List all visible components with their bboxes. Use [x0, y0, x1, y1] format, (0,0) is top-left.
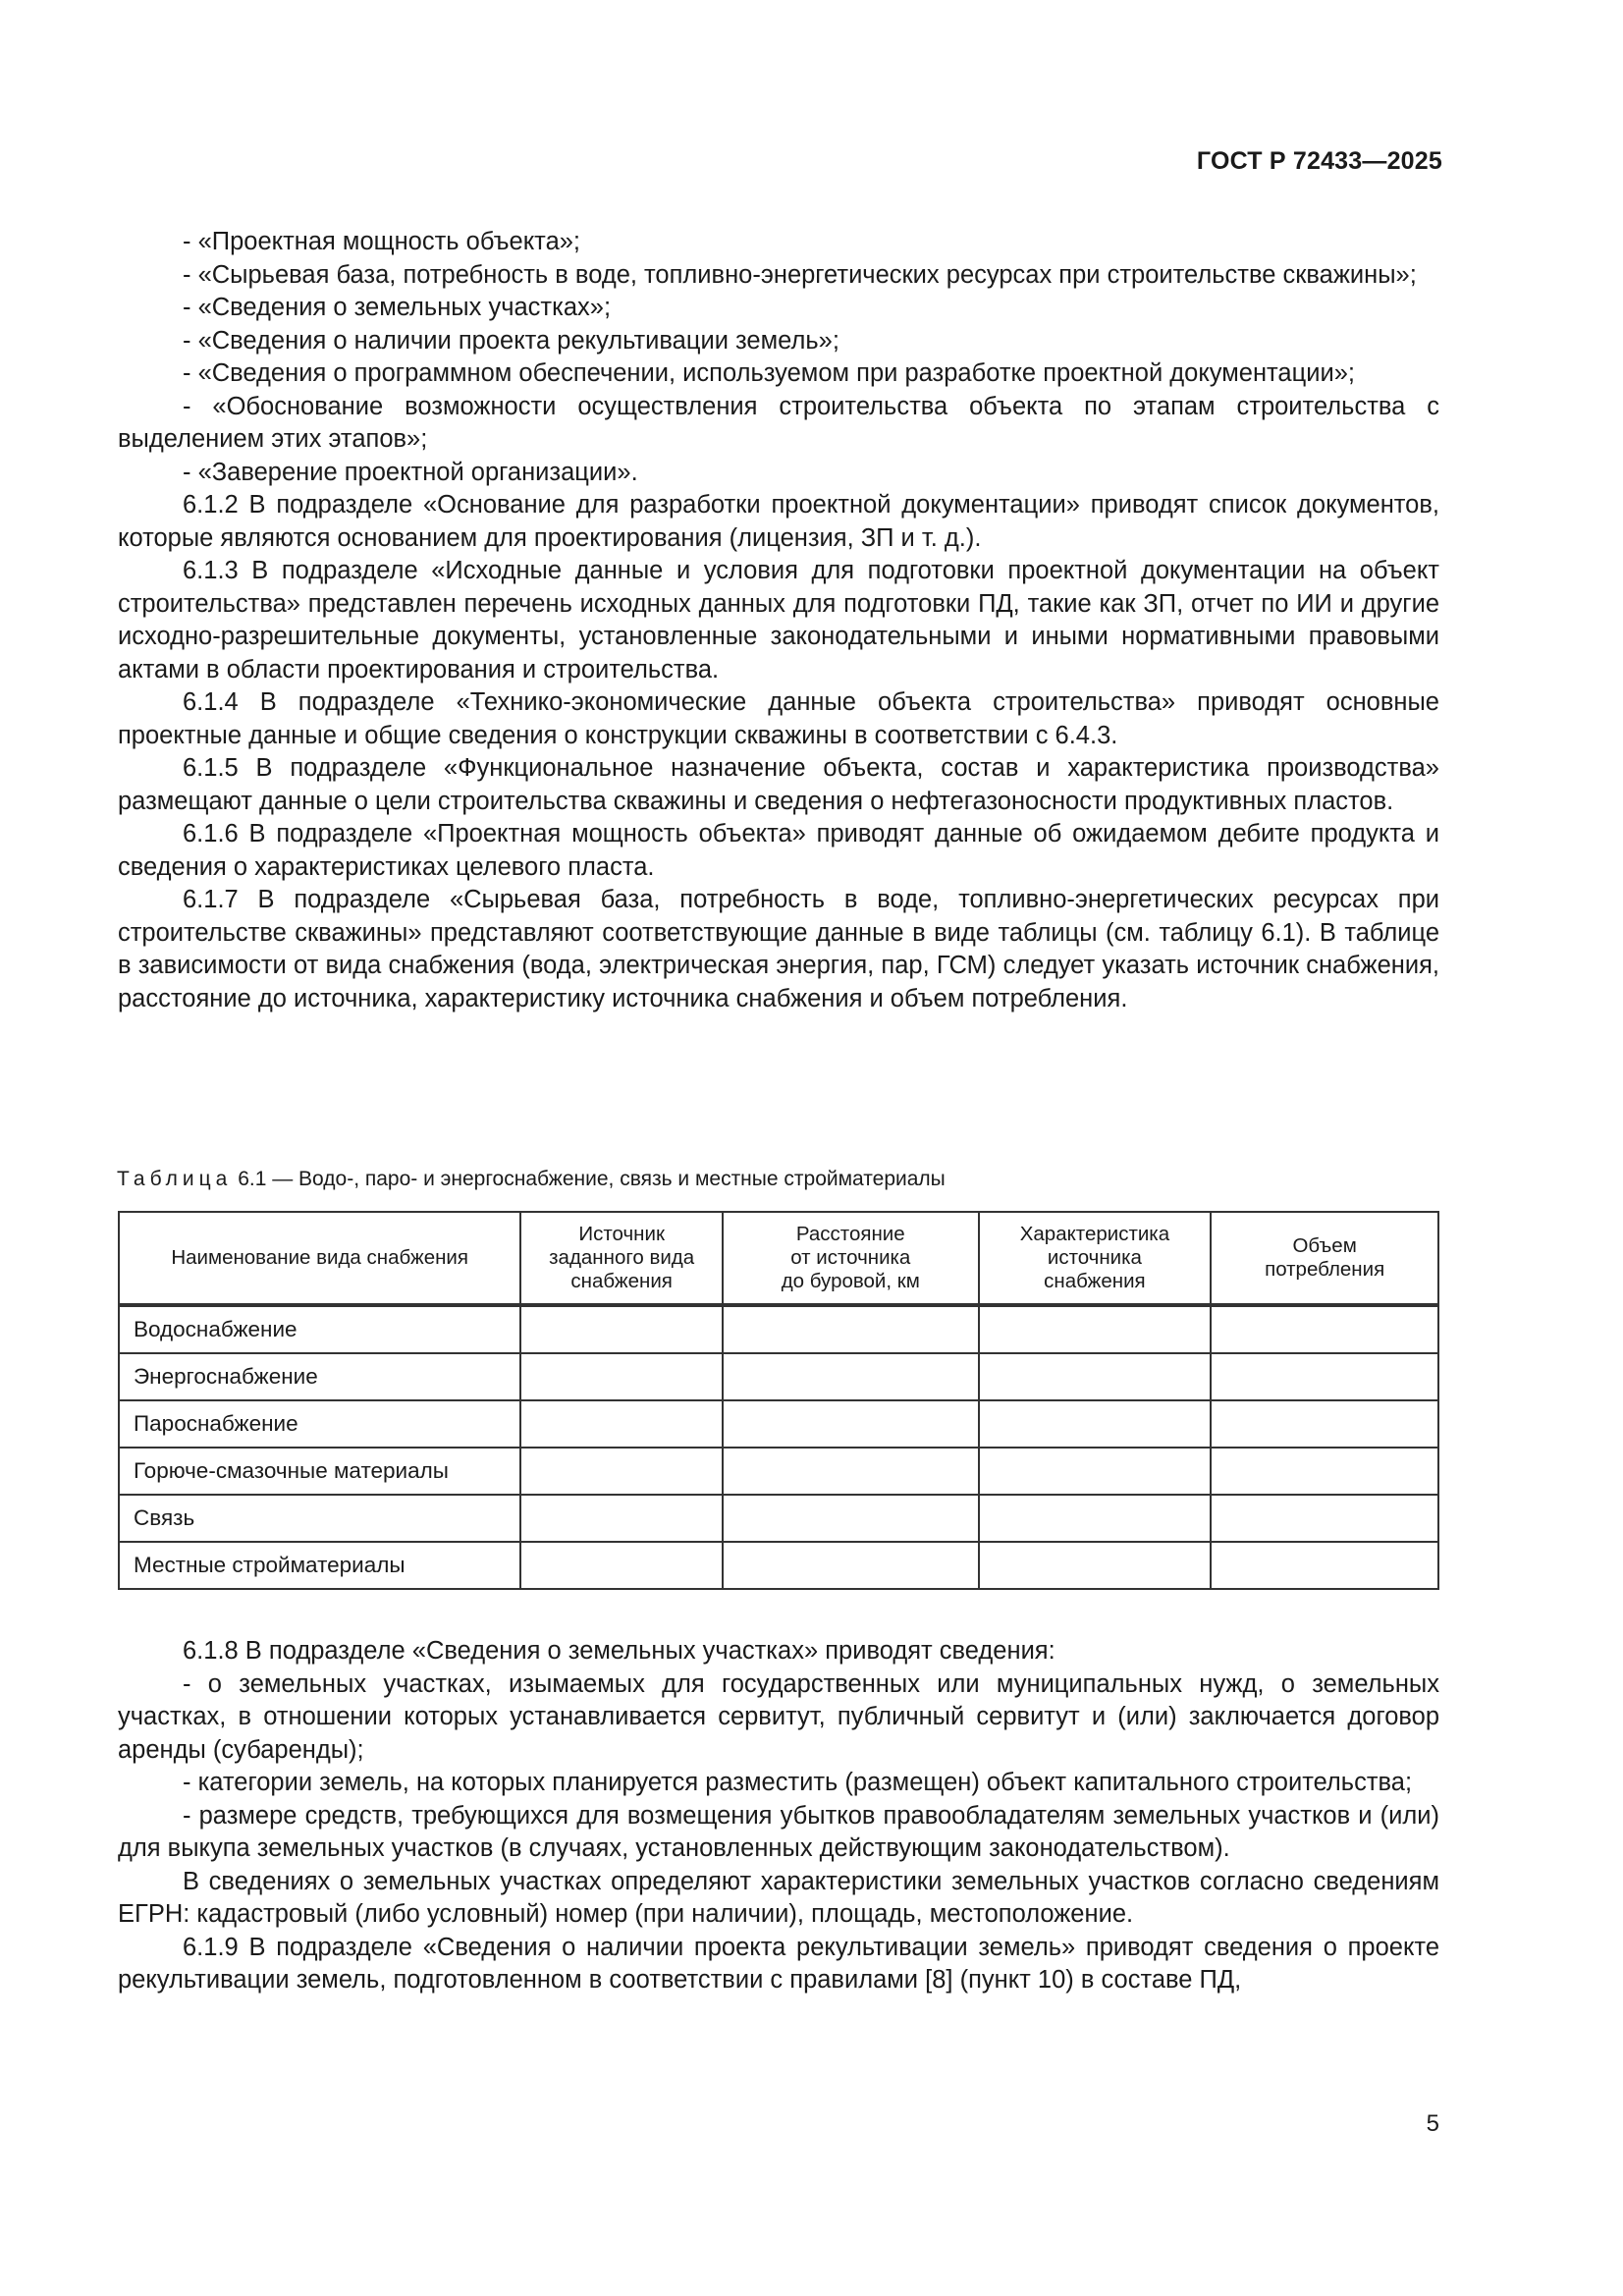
table-row [119, 1542, 1438, 1589]
list-item-land-categories: - категории земель, на которых планируется разместить (размещен) объект капитального строительства; [183, 1769, 1413, 1796]
paragraph-6-1-5: 6.1.5 В подразделе «Функциональное назначение объекта, состав и характеристика производства» размещают данные о цели строительства скважины и сведения о нефтегазоносности продуктивных пластов. [118, 754, 1439, 815]
cell-empty [979, 1542, 1212, 1589]
cell-empty [979, 1495, 1212, 1542]
cell-empty [979, 1448, 1212, 1495]
cell-empty [520, 1448, 723, 1495]
row-label-communication: Связь [119, 1495, 520, 1542]
row-label-local-materials: Местные стройматериалы [119, 1542, 520, 1589]
paragraph-6-1-3: 6.1.3 В подразделе «Исходные данные и условия для подготовки проектной документации на объект строительства» представлен перечень исходных данных для подготовки ПД, такие как ЗП, отчет по ИИ и другие исходно-разрешительные документы, установленные законодательными и иными нормативными правовыми актами в области проектирования и строительства. [118, 557, 1439, 683]
list-item-compensation: - размере средств, требующихся для возмещения убытков правообладателям земельных участков и (или) для выкупа земельных участков (в случаях, установленных действующим законодательством). [118, 1801, 1439, 1862]
table-row [119, 1400, 1438, 1448]
table-row [119, 1353, 1438, 1400]
table-caption-text: 6.1 — Водо-, паро- и энергоснабжение, связь и местные стройматериалы [238, 1168, 946, 1190]
row-label-steam: Пароснабжение [119, 1400, 520, 1448]
paragraph-6-1-9: 6.1.9 В подразделе «Сведения о наличии проекта рекультивации земель» приводят сведения о проекте рекультивации земель, подготовленном в соответствии с правилами [8] (пункт 10) в составе ПД, [118, 1933, 1439, 1994]
row-label-energy: Энергоснабжение [119, 1353, 520, 1400]
paragraph-6-1-4: 6.1.4 В подразделе «Технико-экономические данные объекта строительства» приводят основные проектные данные и общие сведения о конструкции скважины в соответствии с 6.4.3. [118, 688, 1439, 749]
row-label-water: Водоснабжение [119, 1306, 520, 1353]
cell-empty [1211, 1353, 1438, 1400]
list-item-certification: - «Заверение проектной организации». [183, 458, 638, 486]
cell-empty [520, 1495, 723, 1542]
list-item-raw-material-base: - «Сырьевая база, потребность в воде, топливно-энергетических ресурсах при строительстве скважины»; [183, 260, 1417, 289]
cell-empty [979, 1400, 1212, 1448]
cell-empty [979, 1306, 1212, 1353]
cell-empty [1211, 1306, 1438, 1353]
cell-empty [1211, 1448, 1438, 1495]
table-header-row [119, 1212, 1438, 1304]
page-number: 5 [1426, 2110, 1439, 2137]
body-text-bottom [118, 1635, 1439, 1997]
cell-empty [979, 1353, 1212, 1400]
cell-empty [520, 1306, 723, 1353]
cell-empty [723, 1448, 979, 1495]
cell-empty [723, 1495, 979, 1542]
paragraph-6-1-6: 6.1.6 В подразделе «Проектная мощность объекта» приводят данные об ожидаемом дебите продукта и сведения о характеристиках целевого пласта. [118, 820, 1439, 881]
paragraph-6-1-2: 6.1.2 В подразделе «Основание для разработки проектной документации» приводят список документов, которые являются основанием для проектирования (лицензия, ЗП и т. д.). [118, 491, 1439, 552]
cell-empty [723, 1306, 979, 1353]
cell-empty [520, 1353, 723, 1400]
cell-empty [520, 1400, 723, 1448]
paragraph-6-1-7: 6.1.7 В подразделе «Сырьевая база, потребность в воде, топливно-энергетических ресурсах при строительстве скважины» представляют соответствующие данные в виде таблицы (см. таблицу 6.1). В таблице в зависимости от вида снабжения (вода, электрическая энергия, пар, ГСМ) следует указать источник снабжения, расстояние до источника, характеристику источника снабжения и объем потребления. [118, 886, 1439, 1012]
body-text-top [118, 226, 1439, 1015]
list-item-land-reclamation: - «Сведения о наличии проекта рекультивации земель»; [183, 326, 839, 355]
table-row [119, 1448, 1438, 1495]
cell-empty [1211, 1495, 1438, 1542]
cell-empty [1211, 1542, 1438, 1589]
list-item-land-plots: - «Сведения о земельных участках»; [183, 294, 612, 321]
cell-empty [723, 1353, 979, 1400]
cell-empty [723, 1542, 979, 1589]
header-distance: Расстояние от источника до буровой, км [723, 1212, 979, 1304]
document-designation: ГОСТ Р 72433—2025 [1196, 147, 1442, 175]
supply-table [118, 1211, 1439, 1590]
cell-empty [723, 1400, 979, 1448]
header-source: Источник заданного вида снабжения [520, 1212, 723, 1304]
table-caption [117, 1168, 946, 1191]
table-caption-label: Таблица [117, 1168, 233, 1190]
header-supply-type: Наименование вида снабжения [119, 1212, 520, 1304]
list-item-seized-plots: - о земельных участках, изымаемых для государственных или муниципальных нужд, о земельных участках, в отношении которых устанавливается сервитут, публичный сервитут и (или) заключается договор аренды (субаренды); [118, 1669, 1439, 1764]
paragraph-egrn-characteristics: В сведениях о земельных участках определяют характеристики земельных участков согласно сведениям ЕГРН: кадастровый (либо условный) номер (при наличии), площадь, местоположение. [118, 1867, 1439, 1928]
cell-empty [1211, 1400, 1438, 1448]
list-item-software: - «Сведения о программном обеспечении, используемом при разработке проектной документации»; [183, 359, 1355, 387]
list-item-design-capacity: - «Проектная мощность объекта»; [183, 228, 581, 255]
paragraph-6-1-8: 6.1.8 В подразделе «Сведения о земельных участках» приводят сведения: [183, 1637, 1055, 1665]
cell-empty [520, 1542, 723, 1589]
header-consumption-volume: Объем потребления [1211, 1212, 1438, 1304]
row-label-fuel-lubricants: Горюче-смазочные материалы [119, 1448, 520, 1495]
table-row [119, 1495, 1438, 1542]
header-characteristic: Характеристика источника снабжения [979, 1212, 1212, 1304]
list-item-construction-stages: - «Обоснование возможности осуществления строительства объекта по этапам строительства с выделением этих этапов»; [118, 392, 1439, 453]
table-row [119, 1306, 1438, 1353]
